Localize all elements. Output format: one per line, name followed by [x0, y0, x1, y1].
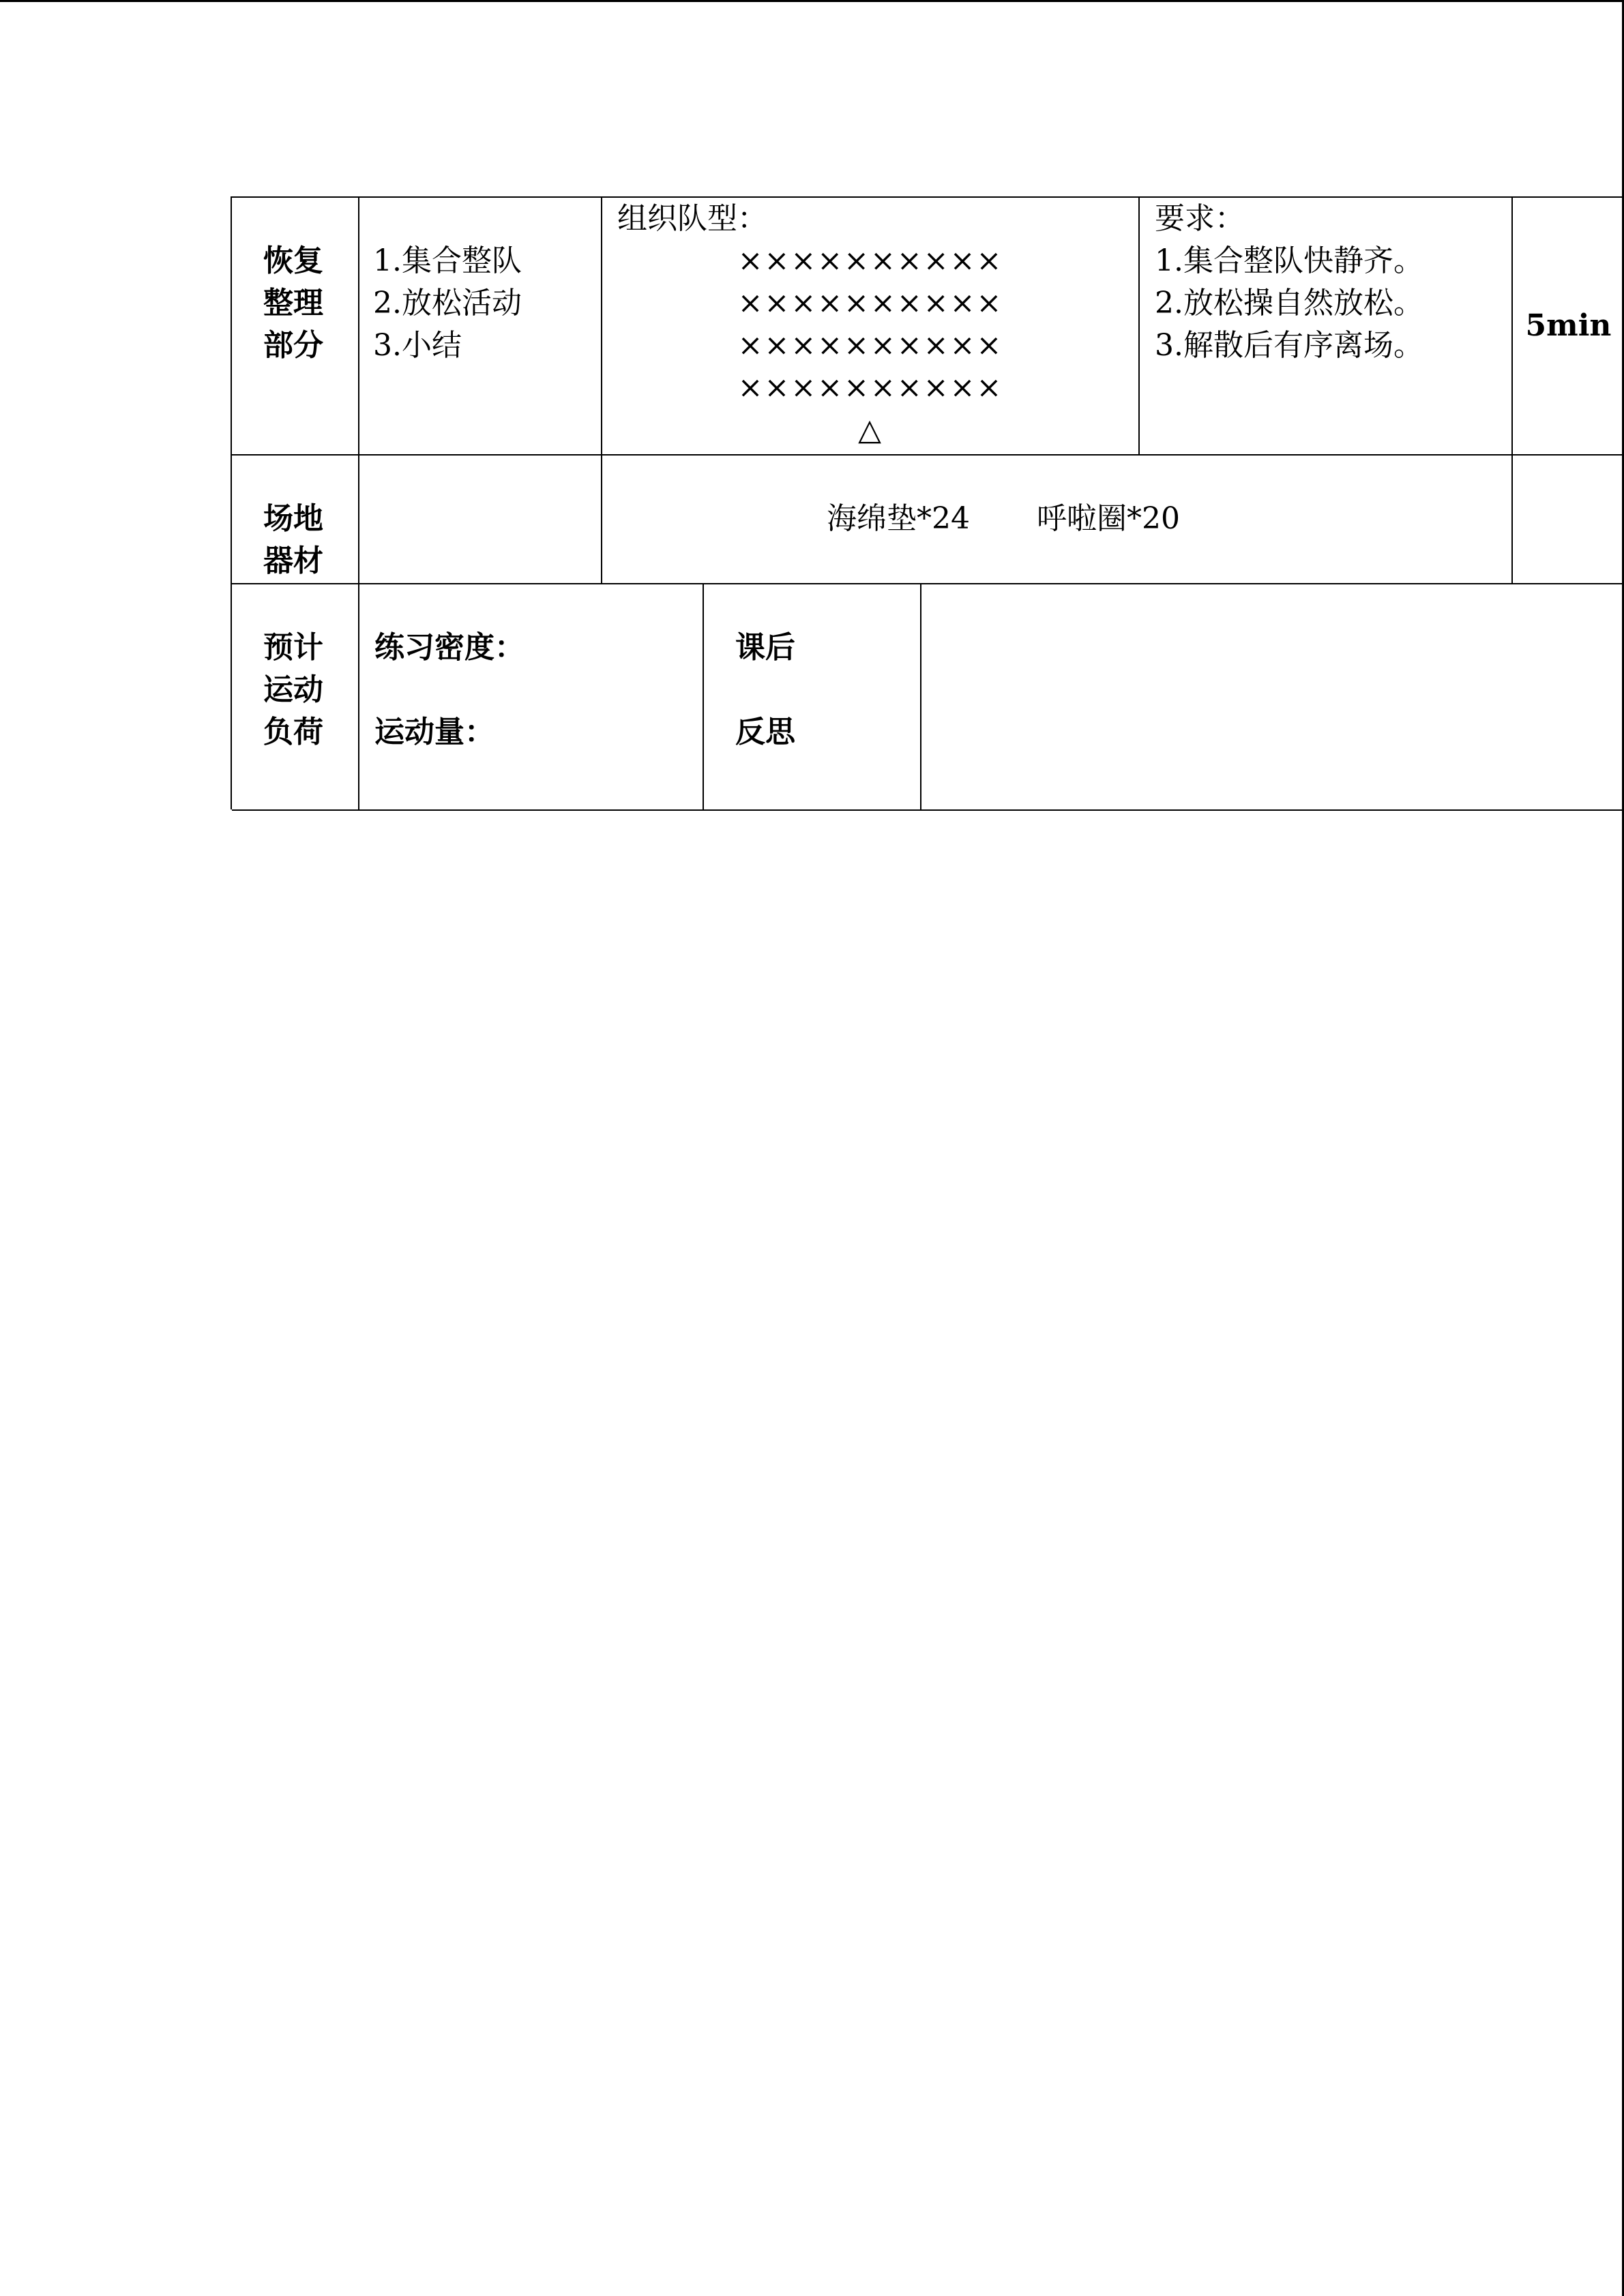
load-label-line: 预计	[263, 630, 323, 665]
recovery-content-item: 1.集合整队	[373, 243, 522, 278]
recovery-label-line: 恢复	[263, 243, 323, 278]
recovery-content-cell	[359, 198, 602, 456]
equipment-cell	[602, 456, 1513, 584]
requirements-label: 要求：	[1155, 201, 1245, 236]
reflection-label-line: 反思	[735, 715, 795, 749]
reflection-label-cell	[704, 584, 921, 811]
venue-empty-cell	[359, 456, 602, 584]
formation-row: ××××××××××	[737, 243, 1003, 278]
reflection-label-line: 课后	[735, 630, 795, 665]
load-label-line: 负荷	[263, 715, 323, 749]
formation-label: 组织队型：	[617, 201, 767, 236]
equipment-item: 呼啦圈*20	[1037, 501, 1180, 536]
requirement-item: 2.放松操自然放松。	[1155, 286, 1423, 320]
recovery-content-item: 2.放松活动	[373, 286, 522, 320]
formation-row: ××××××××××	[737, 286, 1003, 320]
teacher-triangle-icon: △	[858, 413, 883, 447]
equipment-item: 海绵垫*24	[827, 501, 970, 536]
recovery-content-item: 3.小结	[373, 328, 462, 363]
recovery-section-label	[232, 198, 359, 456]
time-value: 5min	[1525, 308, 1612, 343]
reflection-content-cell	[921, 584, 1624, 811]
formation-row: ××××××××××	[737, 328, 1003, 363]
load-values-cell	[359, 584, 704, 811]
recovery-label-line: 部分	[263, 328, 323, 363]
venue-time-empty-cell	[1513, 456, 1624, 584]
load-label-line: 运动	[263, 672, 323, 707]
time-cell	[1513, 198, 1624, 456]
venue-section-label	[232, 456, 359, 584]
top-border-line	[0, 0, 1624, 2]
density-label: 练习密度：	[374, 630, 525, 665]
requirement-item: 3.解散后有序离场。	[1155, 328, 1423, 363]
formation-row: ××××××××××	[737, 370, 1003, 405]
formation-cell	[602, 198, 1140, 456]
load-section-label	[232, 584, 359, 811]
venue-label-line: 场地	[263, 501, 323, 536]
venue-label-line: 器材	[263, 543, 323, 578]
lesson-plan-table	[231, 196, 1624, 809]
volume-label: 运动量：	[374, 715, 494, 749]
requirement-item: 1.集合整队快静齐。	[1155, 243, 1423, 278]
recovery-label-line: 整理	[263, 286, 323, 320]
formation-diagram	[602, 240, 1138, 451]
requirements-cell	[1140, 198, 1513, 456]
